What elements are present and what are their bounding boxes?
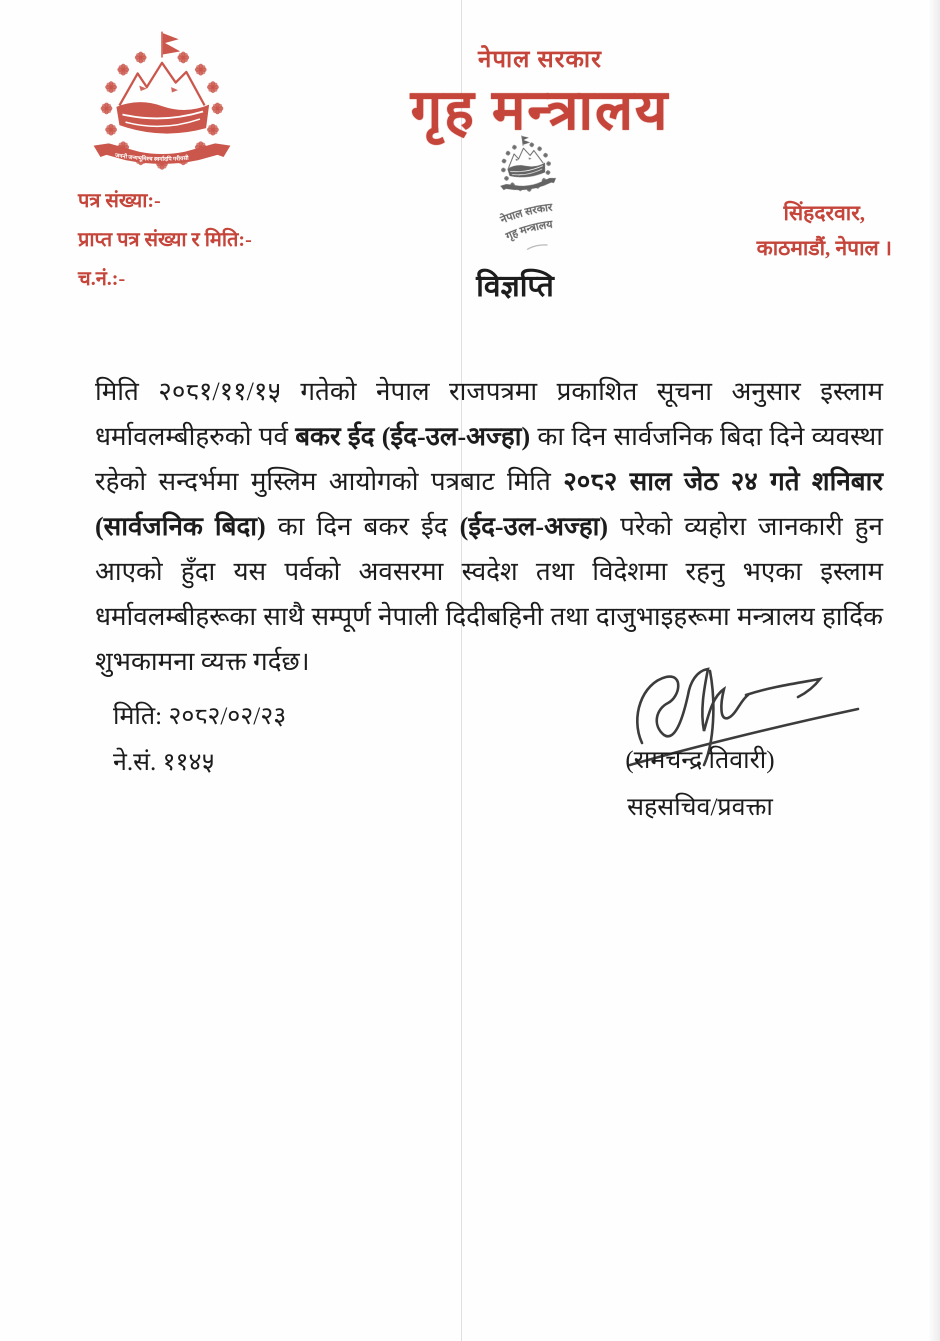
date-block bbox=[113, 694, 286, 786]
signatory-name: (रामचन्द्र तिवारी) bbox=[625, 747, 775, 774]
nepal-sambat-number: ने.सं. ११४५ bbox=[113, 749, 215, 776]
emblem-motto: जननी जन्मभूमिश्च स्वर्गादपि गरीयसी bbox=[114, 152, 189, 163]
scan-edge-shadow bbox=[928, 0, 940, 1341]
address-line2: काठमाडौं, नेपाल । bbox=[756, 236, 892, 260]
notice-body: मिति २०८१/११/१५ गतेको नेपाल राजपत्रमा प्रकाशित सूचना अनुसार इस्लाम धर्मावलम्बीहरुको पर्व बकर ईद (ईद-उल-अज्हा) का दिन सार्वजनिक बिदा दिने व्यवस्था रहेको सन्दर्भमा मुस्लिम आयोगको पत्रबाट मिति २०८२ साल जेठ २४ गते शनिबार (सार्वजनिक बिदा) का दिन बकर ईद (ईद-उल-अज्हा) परेको व्यहोरा जानकारी हुन आएको हुँदा यस पर्वको अवसरमा स्वदेश तथा विदेशमा रहनु भएका इस्लाम धर्मावलम्बीहरूका साथै सम्पूर्ण नेपाली दिदीबहिनी तथा दाजुभाइहरूमा मन्त्रालय हार्दिक शुभकामना व्यक्त गर्दछ। bbox=[95, 377, 883, 676]
address-line1: सिंहदरवार, bbox=[783, 201, 866, 225]
government-name: नेपाल सरकार bbox=[478, 47, 602, 73]
ministry-title: गृह मन्त्रालय bbox=[410, 80, 670, 142]
address-block bbox=[757, 196, 892, 266]
stamp-ministry-text: गृह मन्त्रालय bbox=[504, 218, 554, 243]
letter-number-label: पत्र संख्या:- bbox=[78, 190, 161, 212]
stamp-government-text: नेपाल सरकार bbox=[498, 201, 554, 227]
received-letter-label: प्राप्त पत्र संख्या र मिति:- bbox=[78, 229, 252, 251]
dispatch-number-label: च.नं.:- bbox=[78, 268, 126, 290]
notice-title: विज्ञप्ति bbox=[476, 270, 554, 303]
signatory-title: सहसचिव/प्रवक्ता bbox=[627, 794, 773, 821]
issue-date: मिति: २०८२/०२/२३ bbox=[113, 703, 287, 730]
ministry-ink-stamp bbox=[454, 122, 620, 264]
